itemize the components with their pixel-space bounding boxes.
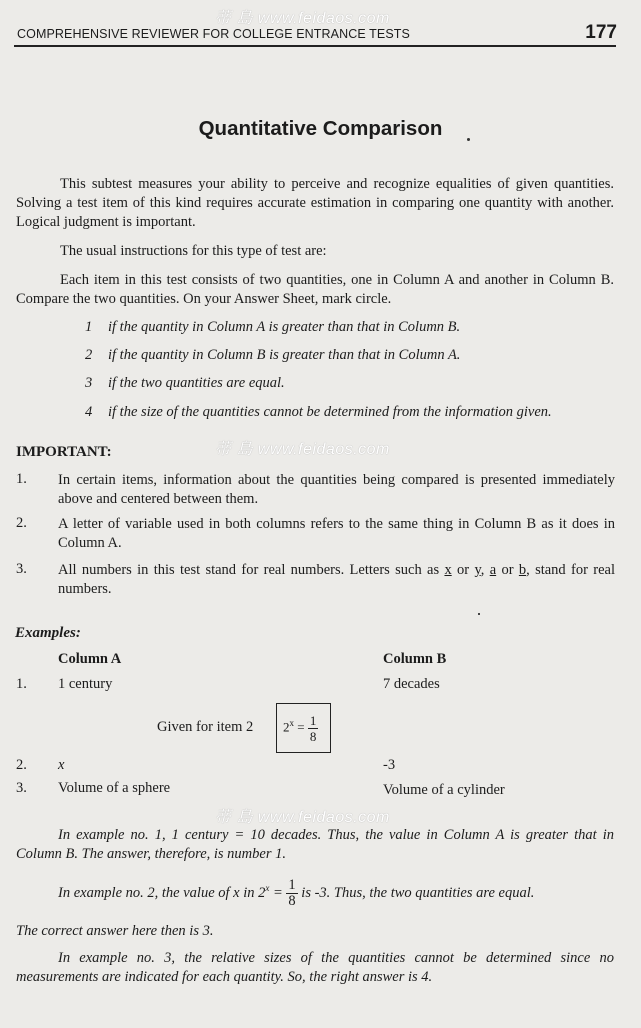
running-header: COMPREHENSIVE REVIEWER FOR COLLEGE ENTRANCE TESTS <box>17 27 410 41</box>
example-num-2: 2. <box>16 757 27 773</box>
section-title: Quantitative Comparison <box>198 117 443 140</box>
important-item-3: All numbers in this test stand for real numbers. Letters such as x or y, a or b, stand for real numbers. <box>58 562 615 597</box>
given-equation-box <box>276 703 331 753</box>
option-1: 1 if the quantity in Column A is greater than that in Column B. <box>85 319 461 335</box>
option-2: 2 if the quantity in Column B is greater than that in Column A. <box>85 347 461 363</box>
column-b-header: Column B <box>383 651 447 667</box>
example-3-b: Volume of a cylinder <box>383 782 505 798</box>
example-num-3: 3. <box>16 780 27 796</box>
watermark-middle: 蒂 島 www.feidaos.com <box>215 441 390 458</box>
explanation-2-line-2: The correct answer here then is 3. <box>16 923 214 939</box>
important-item-1: In certain items, information about the quantities being compared is presented immediately above and centered between them. <box>58 472 615 507</box>
column-a-header: Column A <box>58 651 122 667</box>
header-rule <box>14 45 616 47</box>
intro-paragraph-1: This subtest measures your ability to perceive and recognize equalities of given quantities. Solving a test item of this kind requires accurate estimation in comparing one quantity with another. Logical judgment is important. <box>16 176 614 230</box>
watermark-bottom: 蒂 島 www.feidaos.com <box>215 809 390 826</box>
watermark-top: 蒂 島 www.feidaos.com <box>215 10 390 27</box>
important-heading: IMPORTANT: <box>16 444 112 460</box>
intro-paragraph-2: The usual instructions for this type of test are: <box>60 243 327 259</box>
stray-mark <box>478 613 480 615</box>
given-label: Given for item 2 <box>157 719 254 735</box>
option-4: 4 if the size of the quantities cannot be determined from the information given. <box>85 404 552 420</box>
stray-dot <box>467 138 470 141</box>
explanation-1: In example no. 1, 1 century = 10 decades. Thus, the value in Column A is greater that in Column B. The answer, therefore, is number 1. <box>16 827 614 862</box>
important-item-2: A letter of variable used in both columns refers to the same thing in Column B as it does in Column A. <box>58 516 615 551</box>
explanation-2: In example no. 2, the value of x in $2^x$ = $\frac{1}{8}$ is -3. Thus, the two quantities are equal. <box>58 877 535 909</box>
example-1-b: 7 decades <box>383 676 440 692</box>
example-2-a: x <box>58 757 65 773</box>
important-num-3: 3. <box>16 561 27 577</box>
example-1-a: 1 century <box>58 676 113 692</box>
example-num-1: 1. <box>16 676 27 692</box>
important-num-1: 1. <box>16 471 27 487</box>
explanation-3: In example no. 3, the relative sizes of the quantities cannot be determined since no measurements are indicated for each quantity. So, the right answer is 4. <box>16 950 614 985</box>
page-number: 177 <box>585 22 617 43</box>
option-3: 3 if the two quantities are equal. <box>85 375 285 391</box>
example-2-b: -3 <box>383 757 396 773</box>
examples-heading: Examples: <box>15 625 81 641</box>
example-3-a: Volume of a sphere <box>58 780 171 796</box>
given-equation: $2^x$ = $\frac{1}{8}$ <box>283 713 317 744</box>
intro-paragraph-3: Each item in this test consists of two quantities, one in Column A and another in Column B. Compare the two quantities. On your Answer Sheet, mark circle. <box>16 272 614 307</box>
important-num-2: 2. <box>16 515 27 531</box>
